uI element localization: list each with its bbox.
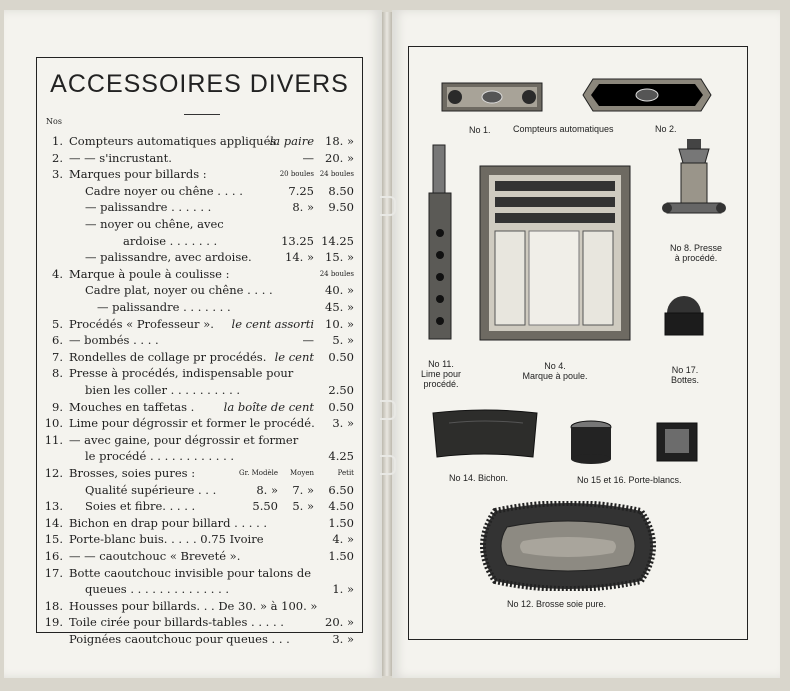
item-label: Rondelles de collage pr procédés.	[69, 349, 267, 364]
caption-no8	[653, 243, 739, 263]
price-row	[37, 349, 362, 365]
caption-no4-line2: Marque à poule.	[522, 371, 588, 381]
item-number: 17.	[44, 565, 63, 580]
item-label: — — s'incrustant.	[69, 150, 172, 165]
price-list-frame	[36, 57, 363, 646]
cue-boot-image	[661, 293, 707, 339]
price-row	[37, 448, 362, 464]
price-value-2: 1. »	[332, 582, 354, 597]
counter-plate-1-image	[441, 81, 543, 113]
price-row	[37, 233, 362, 249]
price-value-2: 4. »	[332, 532, 354, 547]
item-label: Toile cirée pour billards-tables . . . . .	[69, 615, 284, 630]
price-note: la paire	[269, 134, 314, 148]
item-label: Soies et fibre. . . . .	[85, 499, 196, 514]
price-value-2: 0.50	[328, 399, 354, 414]
binding-stitch	[380, 400, 396, 420]
price-value-2: 4.50	[328, 499, 354, 514]
price-value-1: Moyen	[290, 469, 314, 477]
price-note: la boîte de cent	[223, 399, 314, 414]
caption-no11	[413, 359, 469, 389]
caption-no11-line3: procédé.	[423, 379, 459, 389]
price-value-1: 5. »	[292, 499, 314, 514]
price-row	[37, 415, 362, 431]
price-value-2: 20. »	[325, 615, 354, 630]
price-value-2: 14.25	[321, 233, 354, 248]
price-row	[37, 465, 362, 481]
item-number: 13.	[44, 499, 63, 514]
price-note: le cent assorti	[231, 316, 314, 331]
caption-no14: No 14. Bichon.	[449, 473, 509, 483]
brush-image	[475, 501, 661, 591]
price-row	[37, 531, 362, 547]
price-row	[37, 631, 362, 647]
price-row	[37, 166, 362, 182]
price-row	[37, 316, 362, 332]
price-note: le cent	[274, 349, 314, 364]
item-label: Porte-blanc buis. . . . . 0.75 Ivoire	[69, 532, 264, 547]
item-number: 9.	[52, 399, 63, 414]
item-number: 15.	[44, 532, 63, 547]
caption-no17	[655, 365, 715, 385]
bichon-pad-image	[429, 407, 541, 461]
price-value-2: 4.25	[328, 449, 354, 464]
caption-no11-line2: Lime pour	[420, 369, 462, 379]
price-value-2: 5. »	[332, 333, 354, 348]
item-number: 6.	[52, 333, 63, 348]
binding-stitch	[380, 455, 396, 475]
price-value-2: 10. »	[325, 316, 354, 331]
price-value-2: 18. »	[325, 134, 354, 148]
price-value-2: 9.50	[328, 200, 354, 215]
binding-stitch	[380, 196, 396, 216]
price-row	[37, 614, 362, 630]
price-value-2: 15. »	[325, 250, 354, 265]
price-row	[37, 498, 362, 514]
item-label: Cadre plat, noyer ou chêne . . . .	[85, 283, 273, 298]
price-value-2: 40. »	[325, 283, 354, 298]
item-label: bien les coller . . . . . . . . . .	[85, 383, 241, 397]
item-number: 14.	[44, 515, 63, 530]
price-value-2: Petit	[337, 469, 354, 477]
price-row	[37, 482, 362, 498]
price-value-2: 1.50	[328, 515, 354, 530]
price-value-2: 1.50	[328, 549, 354, 563]
caption-counters: Compteurs automatiques	[513, 124, 614, 134]
price-row	[37, 332, 362, 348]
item-label: Housses pour billards. . . De 30. » à 100. »	[69, 598, 318, 613]
price-value-2: 24 boules	[319, 170, 354, 179]
price-value-1: 13.25	[281, 233, 314, 248]
item-label: — — caoutchouc « Breveté ».	[69, 549, 241, 563]
title-divider	[184, 114, 220, 115]
price-large: 8. »	[256, 482, 278, 497]
caption-no4-line1: No 4.	[544, 361, 566, 371]
price-row	[37, 150, 362, 166]
caption-no8-line2: à procédé.	[674, 253, 718, 263]
price-value-1: 8. »	[292, 200, 314, 215]
item-label: Cadre noyer ou chêne . . . .	[85, 183, 243, 198]
press-image	[661, 137, 727, 227]
price-value-2: 2.50	[328, 383, 354, 397]
price-row	[37, 515, 362, 531]
price-value-2: 3. »	[332, 632, 354, 646]
chalk-holder-round-image	[569, 419, 613, 465]
item-number: 7.	[52, 349, 63, 364]
item-label: — noyer ou chêne, avec	[85, 217, 224, 231]
caption-no2: No 2.	[655, 124, 677, 134]
item-label: Lime pour dégrossir et former le procédé.	[69, 416, 315, 431]
item-label: Marque à poule à coulisse :	[69, 266, 230, 281]
item-label: ardoise . . . . . . .	[123, 233, 218, 248]
price-row	[37, 365, 362, 381]
counter-plate-2-image	[581, 75, 713, 115]
item-label: Brosses, soies pures :	[69, 466, 196, 480]
item-number: 18.	[44, 598, 63, 613]
item-label: le procédé . . . . . . . . . . . .	[85, 449, 235, 464]
item-label: Botte caoutchouc invisible pour talons de	[69, 565, 311, 580]
price-row	[37, 199, 362, 215]
price-row	[37, 266, 362, 282]
item-label: Qualité supérieure . . .	[85, 482, 217, 497]
price-large: 5.50	[252, 499, 278, 514]
price-row	[37, 399, 362, 415]
item-label: — avec gaine, pour dégrossir et former	[69, 432, 299, 447]
item-number: 12.	[44, 466, 63, 480]
price-value-2: 6.50	[328, 482, 354, 497]
price-large: Gr. Modèle	[238, 469, 278, 477]
price-row	[37, 581, 362, 597]
caption-no4	[495, 361, 615, 381]
item-number: 19.	[44, 615, 63, 630]
illustrations-frame	[408, 46, 748, 640]
price-row	[37, 598, 362, 614]
item-number: 2.	[52, 150, 63, 165]
caption-no11-line1: No 11.	[428, 359, 454, 369]
price-value-2: 45. »	[325, 300, 354, 314]
caption-no15-16: No 15 et 16. Porte-blancs.	[577, 475, 682, 485]
price-row	[37, 183, 362, 199]
price-row	[37, 382, 362, 398]
page-title: ACCESSOIRES DIVERS	[50, 70, 349, 98]
scoreboard-image	[479, 165, 631, 341]
item-number: 3.	[52, 167, 63, 182]
item-label: Compteurs automatiques appliqués	[69, 134, 277, 148]
price-value-1: —	[302, 333, 314, 348]
chalk-holder-square-image	[655, 421, 699, 463]
price-row	[37, 249, 362, 265]
price-value-1: 14. »	[285, 250, 314, 265]
item-number: 16.	[44, 549, 63, 563]
item-label: Poignées caoutchouc pour queues . . .	[69, 632, 290, 646]
book-gutter	[382, 12, 392, 676]
item-label: queues . . . . . . . . . . . . . .	[85, 582, 230, 597]
price-value-1: 20 boules	[279, 170, 314, 179]
item-label: Procédés « Professeur ».	[69, 316, 214, 331]
item-label: Bichon en drap pour billard . . . . .	[69, 515, 268, 530]
price-row	[37, 548, 362, 564]
item-label: — palissandre . . . . . .	[85, 200, 212, 215]
price-row	[37, 565, 362, 581]
price-row	[37, 216, 362, 232]
price-value-2: 24 boules	[319, 269, 354, 278]
item-number: 4.	[52, 266, 63, 281]
caption-no17-line1: No 17.	[671, 365, 699, 375]
number-column-header: Nos	[46, 117, 62, 126]
caption-no12: No 12. Brosse soie pure.	[507, 599, 607, 609]
item-number: 8.	[52, 366, 63, 381]
item-label: Mouches en taffetas .	[69, 399, 195, 414]
caption-no17-line2: Bottes.	[670, 375, 699, 385]
price-value-2: 3. »	[332, 416, 354, 431]
price-row	[37, 282, 362, 298]
item-label: Marques pour billards :	[69, 167, 207, 182]
price-value-1: 7. »	[292, 482, 314, 497]
price-value-1: 7.25	[288, 183, 314, 198]
caption-no1: No 1.	[469, 125, 491, 135]
item-label: Presse à procédés, indispensable pour	[69, 366, 294, 381]
item-label: — bombés . . . .	[69, 333, 159, 348]
item-number: 10.	[44, 416, 63, 431]
item-number: 1.	[52, 134, 63, 148]
price-value-2: 0.50	[328, 349, 354, 364]
price-row	[37, 299, 362, 315]
price-value-2: 8.50	[328, 183, 354, 198]
price-row	[37, 432, 362, 448]
price-value-1: —	[302, 150, 314, 165]
item-label: — palissandre, avec ardoise.	[85, 250, 252, 265]
file-tool-image	[425, 143, 455, 343]
item-label: — palissandre . . . . . . .	[97, 300, 231, 314]
price-value-2: 20. »	[325, 150, 354, 165]
caption-no8-line1: No 8. Presse	[669, 243, 723, 253]
item-number: 11.	[44, 432, 63, 447]
price-row	[37, 133, 362, 149]
item-number: 5.	[52, 316, 63, 331]
